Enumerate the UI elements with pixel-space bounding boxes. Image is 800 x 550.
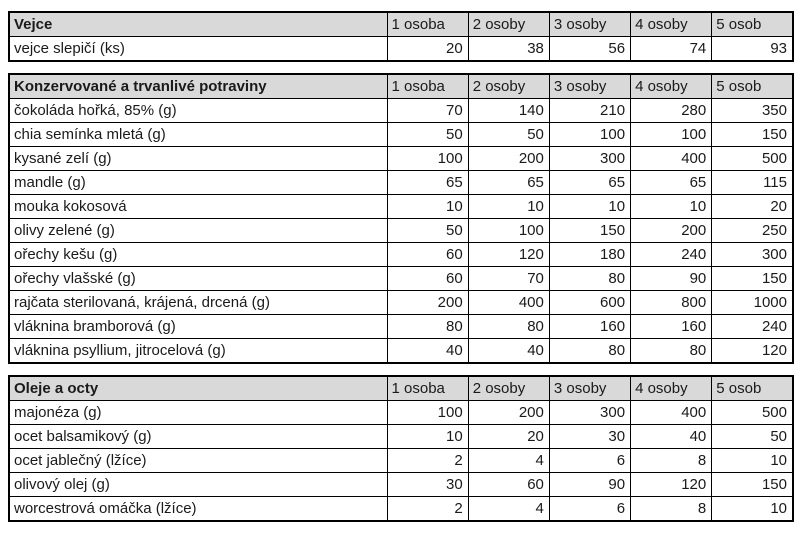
food-item-value: 800 xyxy=(631,291,712,315)
person-count-header: 4 osoby xyxy=(631,376,712,401)
food-item-value: 115 xyxy=(712,171,793,195)
food-item-value: 10 xyxy=(549,195,630,219)
food-item-value: 150 xyxy=(712,473,793,497)
food-item-label: ořechy vlašské (g) xyxy=(9,267,387,291)
section-title: Oleje a octy xyxy=(9,376,387,401)
food-item-value: 100 xyxy=(387,401,468,425)
food-item-value: 200 xyxy=(387,291,468,315)
food-item-value: 80 xyxy=(631,339,712,364)
food-table-section-0 xyxy=(8,11,794,62)
table-row xyxy=(9,123,793,147)
food-item-value: 600 xyxy=(549,291,630,315)
food-item-value: 6 xyxy=(549,497,630,522)
food-item-label: mandle (g) xyxy=(9,171,387,195)
table-row xyxy=(9,315,793,339)
food-tables-container xyxy=(8,11,794,522)
food-item-value: 150 xyxy=(549,219,630,243)
table-row xyxy=(9,195,793,219)
food-item-value: 400 xyxy=(468,291,549,315)
table-row xyxy=(9,267,793,291)
food-item-label: ocet jablečný (lžíce) xyxy=(9,449,387,473)
food-item-value: 500 xyxy=(712,147,793,171)
food-item-value: 300 xyxy=(549,147,630,171)
food-item-value: 8 xyxy=(631,449,712,473)
food-item-value: 240 xyxy=(631,243,712,267)
food-item-label: olivy zelené (g) xyxy=(9,219,387,243)
table-row xyxy=(9,171,793,195)
person-count-header: 2 osoby xyxy=(468,376,549,401)
food-item-value: 500 xyxy=(712,401,793,425)
food-item-value: 60 xyxy=(387,267,468,291)
person-count-header: 5 osob xyxy=(712,12,793,37)
food-item-value: 60 xyxy=(468,473,549,497)
person-count-header: 2 osoby xyxy=(468,12,549,37)
table-row xyxy=(9,449,793,473)
table-row xyxy=(9,473,793,497)
food-item-value: 30 xyxy=(387,473,468,497)
food-item-value: 160 xyxy=(631,315,712,339)
person-count-header: 1 osoba xyxy=(387,12,468,37)
food-table-section-1 xyxy=(8,73,794,364)
food-item-value: 56 xyxy=(549,37,630,62)
food-item-value: 400 xyxy=(631,147,712,171)
food-item-value: 120 xyxy=(712,339,793,364)
food-item-value: 150 xyxy=(712,267,793,291)
food-item-value: 210 xyxy=(549,99,630,123)
food-item-value: 70 xyxy=(387,99,468,123)
food-item-value: 10 xyxy=(631,195,712,219)
food-item-value: 280 xyxy=(631,99,712,123)
food-item-value: 10 xyxy=(387,425,468,449)
food-item-value: 50 xyxy=(387,123,468,147)
food-item-value: 50 xyxy=(387,219,468,243)
food-item-value: 100 xyxy=(468,219,549,243)
food-item-value: 93 xyxy=(712,37,793,62)
food-item-value: 80 xyxy=(387,315,468,339)
person-count-header: 4 osoby xyxy=(631,12,712,37)
table-row xyxy=(9,339,793,364)
food-item-value: 40 xyxy=(387,339,468,364)
table-row xyxy=(9,401,793,425)
food-item-label: chia semínka mletá (g) xyxy=(9,123,387,147)
table-row xyxy=(9,147,793,171)
food-item-value: 10 xyxy=(712,449,793,473)
food-item-value: 2 xyxy=(387,449,468,473)
food-item-value: 80 xyxy=(549,267,630,291)
table-row xyxy=(9,37,793,62)
person-count-header: 3 osoby xyxy=(549,74,630,99)
food-item-label: vláknina psyllium, jitrocelová (g) xyxy=(9,339,387,364)
section-header-row xyxy=(9,376,793,401)
food-item-value: 120 xyxy=(631,473,712,497)
person-count-header: 5 osob xyxy=(712,74,793,99)
food-item-value: 4 xyxy=(468,497,549,522)
food-item-value: 65 xyxy=(468,171,549,195)
food-item-value: 50 xyxy=(468,123,549,147)
food-item-value: 200 xyxy=(468,401,549,425)
food-item-value: 20 xyxy=(387,37,468,62)
food-table-section-2 xyxy=(8,375,794,522)
food-item-value: 65 xyxy=(549,171,630,195)
food-item-value: 6 xyxy=(549,449,630,473)
person-count-header: 1 osoba xyxy=(387,74,468,99)
section-title: Vejce xyxy=(9,12,387,37)
table-row xyxy=(9,99,793,123)
food-item-value: 160 xyxy=(549,315,630,339)
section-header-row xyxy=(9,12,793,37)
table-row xyxy=(9,425,793,449)
food-item-value: 70 xyxy=(468,267,549,291)
food-item-label: vláknina bramborová (g) xyxy=(9,315,387,339)
table-row xyxy=(9,243,793,267)
person-count-header: 3 osoby xyxy=(549,376,630,401)
food-item-label: majonéza (g) xyxy=(9,401,387,425)
food-item-value: 40 xyxy=(631,425,712,449)
food-item-value: 74 xyxy=(631,37,712,62)
food-item-value: 200 xyxy=(468,147,549,171)
section-header-row xyxy=(9,74,793,99)
food-item-label: ořechy kešu (g) xyxy=(9,243,387,267)
food-item-value: 90 xyxy=(631,267,712,291)
food-item-value: 40 xyxy=(468,339,549,364)
food-item-value: 65 xyxy=(387,171,468,195)
food-item-value: 80 xyxy=(468,315,549,339)
food-item-value: 50 xyxy=(712,425,793,449)
food-item-value: 8 xyxy=(631,497,712,522)
food-item-value: 180 xyxy=(549,243,630,267)
food-item-value: 300 xyxy=(712,243,793,267)
food-item-value: 400 xyxy=(631,401,712,425)
food-item-label: mouka kokosová xyxy=(9,195,387,219)
food-item-label: worcestrová omáčka (lžíce) xyxy=(9,497,387,522)
food-item-value: 2 xyxy=(387,497,468,522)
food-item-value: 20 xyxy=(468,425,549,449)
food-item-value: 90 xyxy=(549,473,630,497)
food-item-value: 65 xyxy=(631,171,712,195)
food-item-value: 60 xyxy=(387,243,468,267)
table-row xyxy=(9,497,793,522)
food-item-value: 140 xyxy=(468,99,549,123)
table-row xyxy=(9,219,793,243)
food-item-value: 1000 xyxy=(712,291,793,315)
food-item-value: 38 xyxy=(468,37,549,62)
food-item-value: 10 xyxy=(468,195,549,219)
table-row xyxy=(9,291,793,315)
food-item-label: kysané zelí (g) xyxy=(9,147,387,171)
section-title: Konzervované a trvanlivé potraviny xyxy=(9,74,387,99)
food-item-value: 250 xyxy=(712,219,793,243)
person-count-header: 2 osoby xyxy=(468,74,549,99)
food-item-value: 120 xyxy=(468,243,549,267)
food-item-value: 350 xyxy=(712,99,793,123)
food-item-value: 20 xyxy=(712,195,793,219)
food-item-value: 240 xyxy=(712,315,793,339)
person-count-header: 4 osoby xyxy=(631,74,712,99)
food-item-label: vejce slepičí (ks) xyxy=(9,37,387,62)
food-item-label: čokoláda hořká, 85% (g) xyxy=(9,99,387,123)
food-item-value: 30 xyxy=(549,425,630,449)
person-count-header: 1 osoba xyxy=(387,376,468,401)
person-count-header: 3 osoby xyxy=(549,12,630,37)
food-item-value: 100 xyxy=(631,123,712,147)
food-item-value: 300 xyxy=(549,401,630,425)
food-item-value: 4 xyxy=(468,449,549,473)
person-count-header: 5 osob xyxy=(712,376,793,401)
food-item-label: olivový olej (g) xyxy=(9,473,387,497)
food-item-label: ocet balsamikový (g) xyxy=(9,425,387,449)
food-item-value: 10 xyxy=(387,195,468,219)
food-item-value: 10 xyxy=(712,497,793,522)
food-item-value: 100 xyxy=(549,123,630,147)
food-item-value: 150 xyxy=(712,123,793,147)
food-item-label: rajčata sterilovaná, krájená, drcená (g) xyxy=(9,291,387,315)
food-item-value: 200 xyxy=(631,219,712,243)
food-item-value: 100 xyxy=(387,147,468,171)
food-item-value: 80 xyxy=(549,339,630,364)
